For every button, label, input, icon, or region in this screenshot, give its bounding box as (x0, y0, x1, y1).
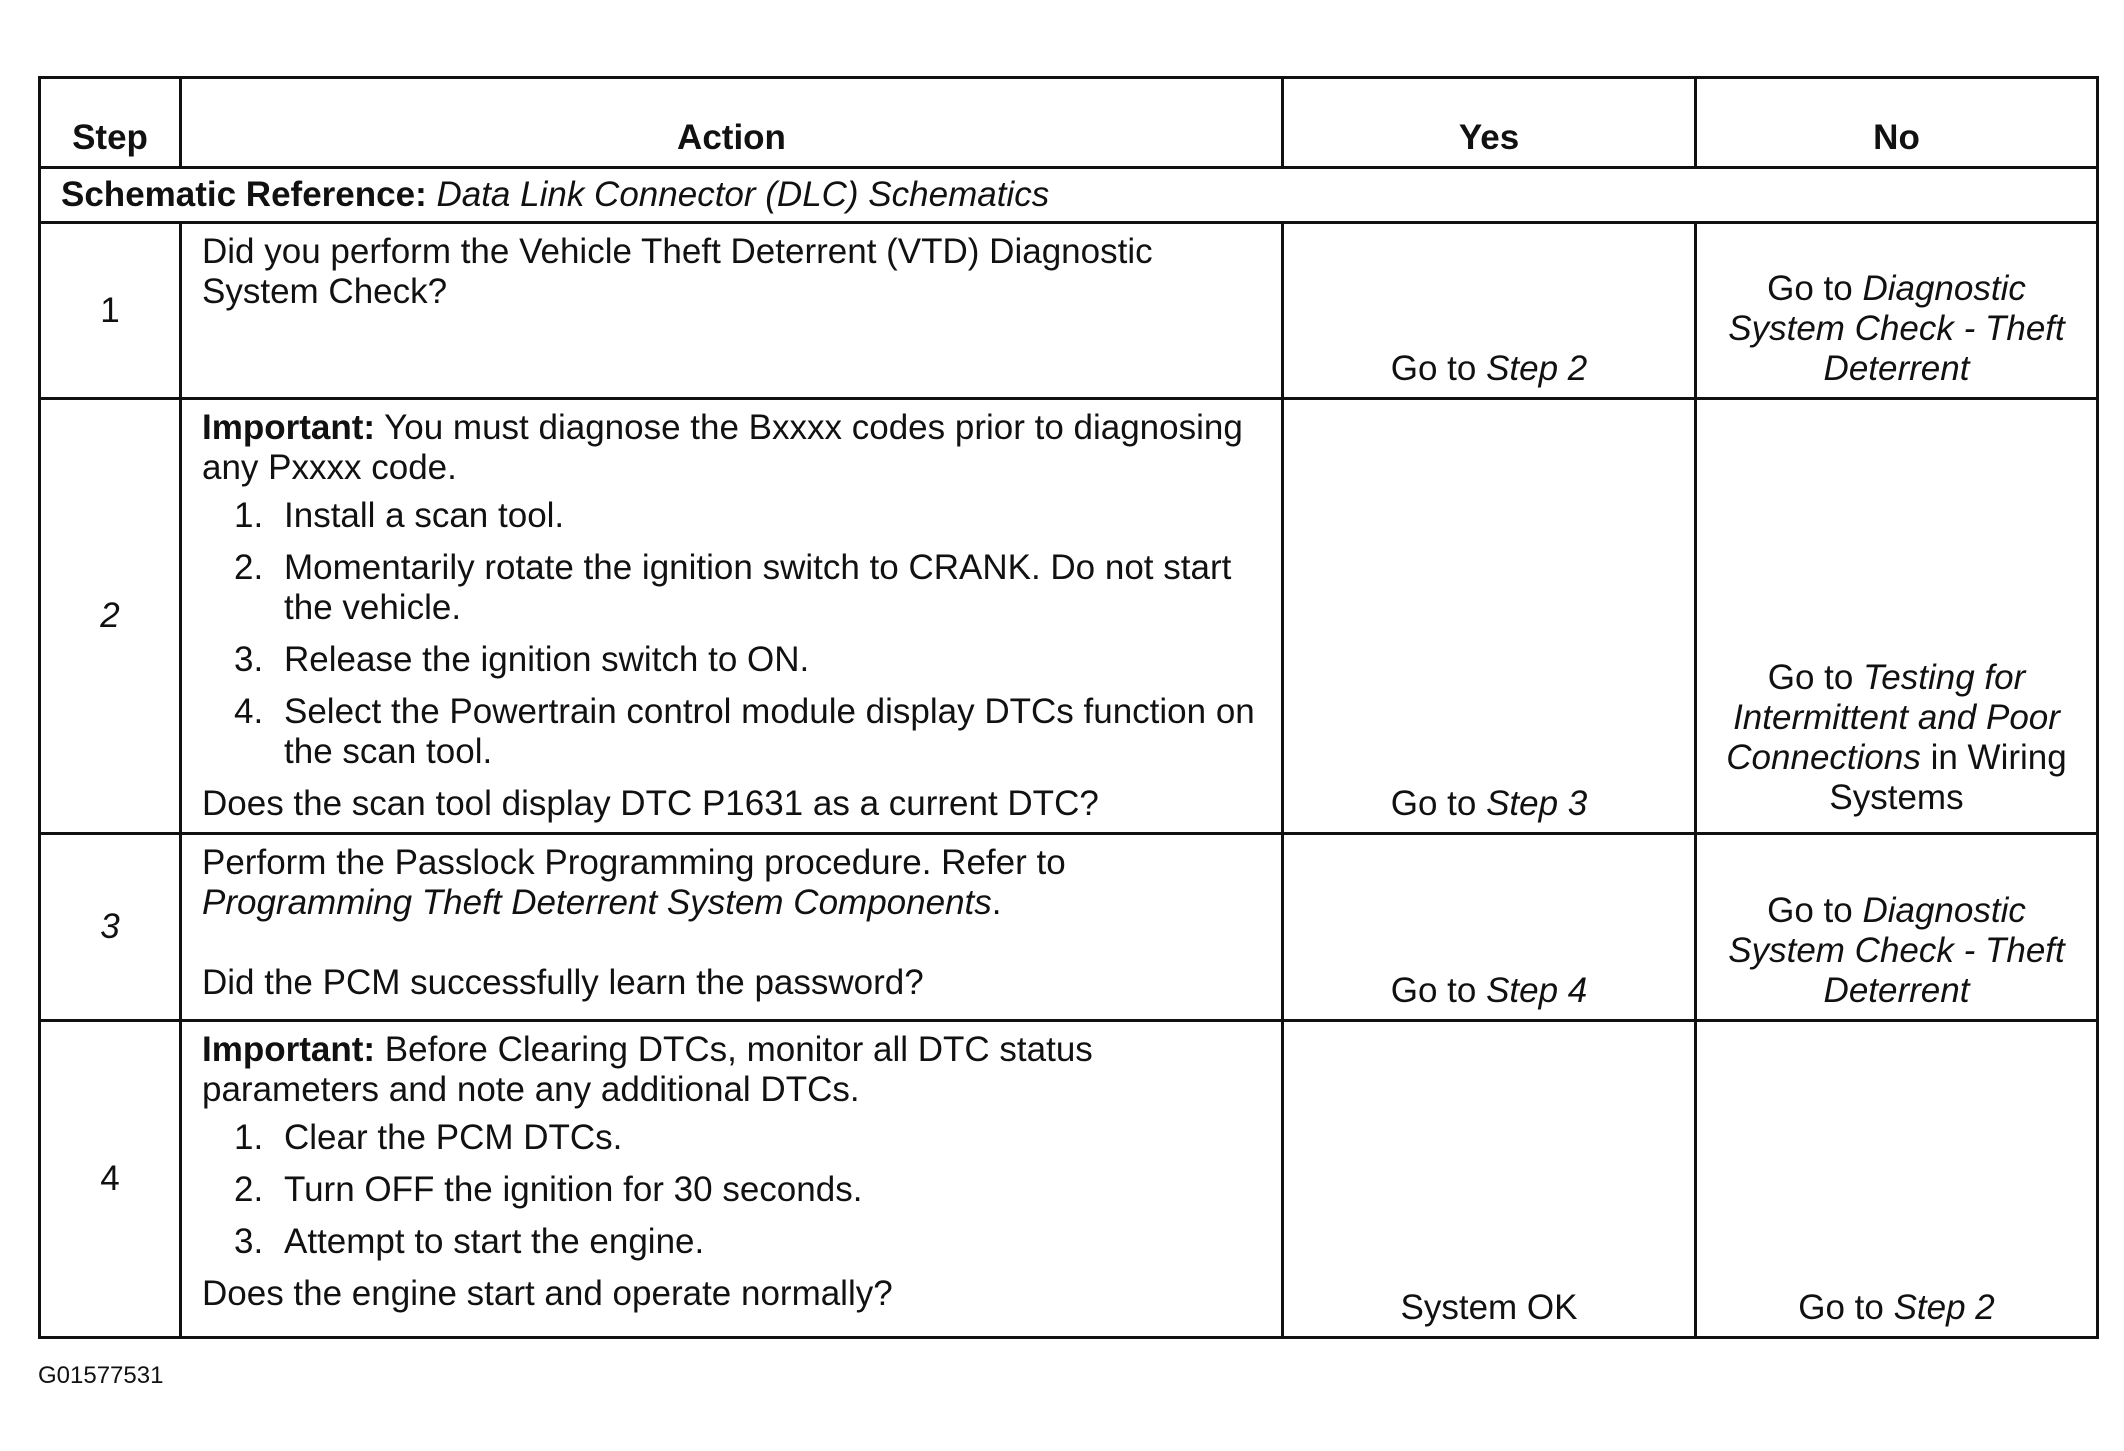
no-cell (1696, 1021, 2098, 1338)
yes-prefix: Go to (1390, 784, 1487, 823)
important-note (202, 408, 1265, 488)
yes-step-link[interactable]: Step 4 (1486, 971, 1588, 1010)
action-prefix: Perform the Passlock Programming procedure. Refer to (202, 843, 1066, 882)
table-row (40, 834, 2098, 1021)
header-action: Action (181, 78, 1283, 168)
yes-cell (1283, 399, 1696, 834)
action-text: Did you perform the Vehicle Theft Deterrent (VTD) Diagnostic System Check? (202, 232, 1153, 311)
substep-number: 4. (234, 692, 264, 731)
yes-cell (1283, 834, 1696, 1021)
no-link[interactable]: Diagnostic System Check - Theft Deterrent (1728, 269, 2065, 388)
figure-id: G01577531 (38, 1362, 164, 1389)
substep-text: Clear the PCM DTCs. (284, 1118, 623, 1157)
no-prefix: Go to (1767, 658, 1864, 697)
substep-number: 3. (234, 640, 264, 679)
substep-text: Install a scan tool. (284, 496, 565, 535)
step-number: 3 (40, 834, 181, 1021)
list-item (202, 692, 1265, 772)
substep-number: 2. (234, 1170, 264, 1209)
no-prefix: Go to (1767, 891, 1863, 930)
table-row (40, 399, 2098, 834)
important-text: Before Clearing DTCs, monitor all DTC status parameters and note any additional DTCs. (202, 1030, 1093, 1109)
no-link[interactable]: Step 2 (1893, 1288, 1995, 1327)
step-number: 4 (40, 1021, 181, 1338)
schematic-reference (40, 168, 2098, 223)
list-item (202, 496, 1265, 536)
diagnostic-table (38, 76, 2099, 1339)
table-row (40, 1021, 2098, 1338)
header-row (40, 78, 2098, 168)
action-cell (181, 1021, 1283, 1338)
substep-number: 2. (234, 548, 264, 587)
action-reference-link[interactable]: Programming Theft Deterrent System Components (202, 883, 992, 922)
schematic-reference-label: Schematic Reference: (61, 175, 427, 214)
spacer (202, 923, 1265, 963)
yes-cell (1283, 223, 1696, 399)
no-cell (1696, 834, 2098, 1021)
substep-text: Attempt to start the engine. (284, 1222, 705, 1261)
list-item (202, 1118, 1265, 1158)
list-item (202, 640, 1265, 680)
no-suffix: in Wiring Systems (1829, 738, 2067, 817)
step-number: 1 (40, 223, 181, 399)
yes-text: System OK (1400, 1288, 1578, 1327)
important-text: You must diagnose the Bxxxx codes prior to diagnosing any Pxxxx code. (202, 408, 1243, 487)
question-text: Does the scan tool display DTC P1631 as a current DTC? (202, 784, 1099, 823)
schematic-reference-row (40, 168, 2098, 223)
no-prefix: Go to (1798, 1288, 1894, 1327)
yes-prefix: Go to (1390, 971, 1487, 1010)
header-yes: Yes (1283, 78, 1696, 168)
list-item (202, 1170, 1265, 1210)
action-cell (181, 399, 1283, 834)
no-link[interactable]: Testing for Intermittent and Poor Connections (1726, 658, 2060, 777)
substep-text: Turn OFF the ignition for 30 seconds. (284, 1170, 863, 1209)
schematic-reference-link[interactable]: Data Link Connector (DLC) Schematics (436, 175, 1050, 214)
yes-cell (1283, 1021, 1696, 1338)
substep-text: Momentarily rotate the ignition switch to CRANK. Do not start the vehicle. (284, 548, 1232, 627)
substep-text: Select the Powertrain control module display DTCs function on the scan tool. (284, 692, 1255, 771)
table-row (40, 223, 2098, 399)
action-cell (181, 223, 1283, 399)
list-item (202, 548, 1265, 628)
no-cell (1696, 399, 2098, 834)
question-text: Does the engine start and operate normally? (202, 1274, 893, 1313)
step-number: 2 (40, 399, 181, 834)
yes-step-link[interactable]: Step 3 (1486, 784, 1588, 823)
substep-list (202, 1118, 1265, 1262)
no-prefix: Go to (1767, 269, 1863, 308)
list-item (202, 1222, 1265, 1262)
substep-text: Release the ignition switch to ON. (284, 640, 810, 679)
header-no: No (1696, 78, 2098, 168)
substep-number: 3. (234, 1222, 264, 1261)
yes-prefix: Go to (1390, 349, 1487, 388)
action-cell (181, 834, 1283, 1021)
question-text: Did the PCM successfully learn the password? (202, 963, 924, 1002)
no-link[interactable]: Diagnostic System Check - Theft Deterrent (1728, 891, 2065, 1010)
important-label: Important: (202, 408, 376, 447)
header-step: Step (40, 78, 181, 168)
action-text (202, 843, 1265, 923)
yes-step-link[interactable]: Step 2 (1486, 349, 1588, 388)
no-cell (1696, 223, 2098, 399)
substep-number: 1. (234, 496, 264, 535)
important-label: Important: (202, 1030, 376, 1069)
substep-number: 1. (234, 1118, 264, 1157)
action-suffix: . (991, 883, 1002, 922)
important-note (202, 1030, 1265, 1110)
substep-list (202, 496, 1265, 772)
